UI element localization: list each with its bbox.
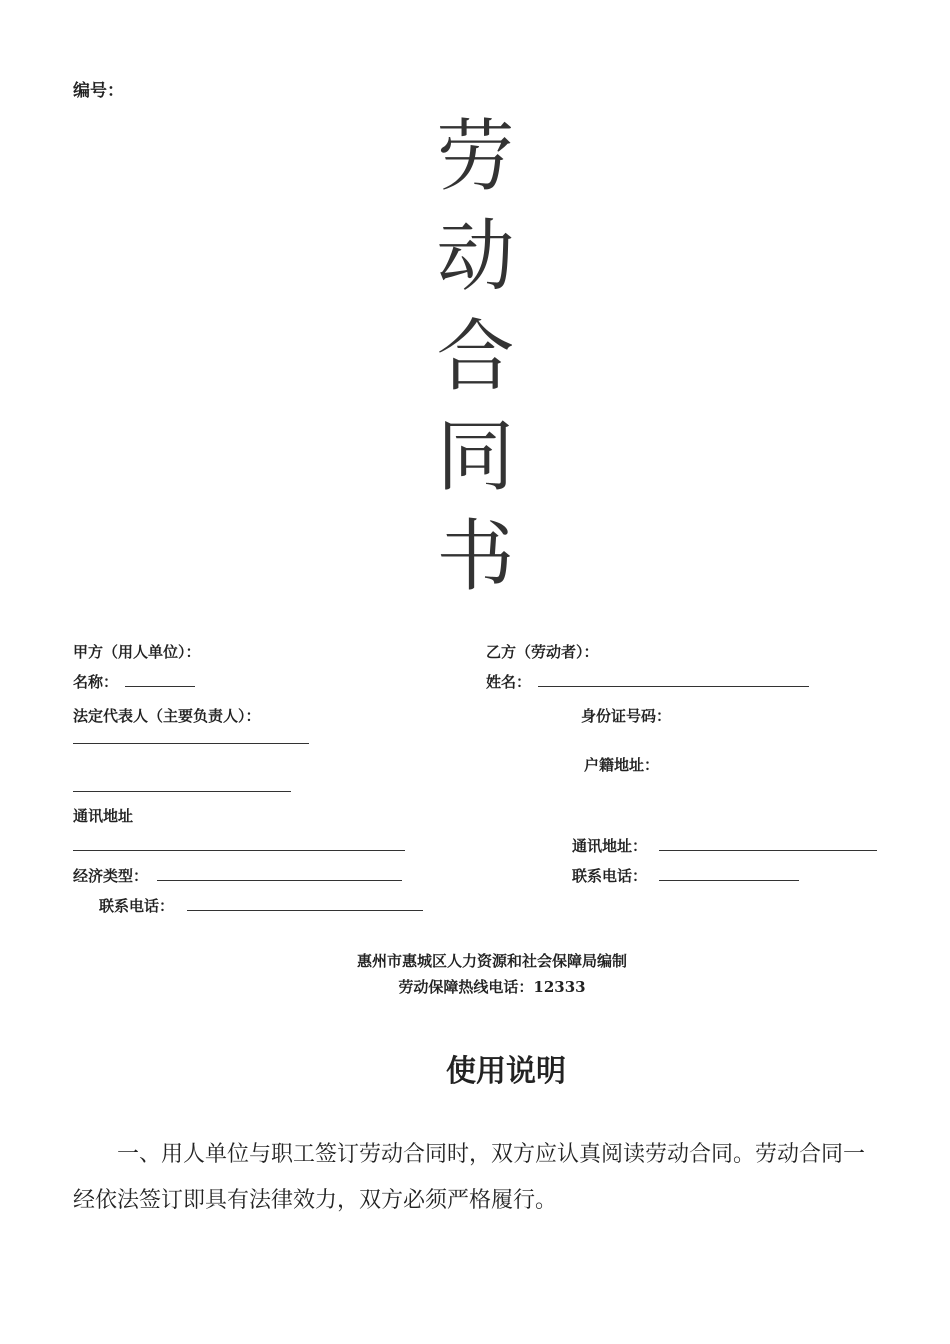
party-a-name-field[interactable]: [125, 686, 195, 687]
party-b-name-label: 姓名：: [486, 673, 532, 691]
party-a-phone-field[interactable]: [187, 910, 423, 911]
contract-number-label: 编号：: [73, 81, 124, 101]
compiled-by-text: 惠州市惠城区人力资源和社会保障局编制: [356, 952, 627, 970]
party-b-heading: 乙方（劳动者）：: [486, 643, 599, 661]
usage-paragraph-1: 一、用人单位与职工签订劳动合同时，双方应认真阅读劳动合同。劳动合同一经依法签订即具有法律效力，双方必须严格履行。: [73, 1142, 866, 1213]
party-a-phone-label: 联系电话：: [99, 897, 175, 915]
hotline-text: 劳动保障热线电话：12333: [398, 978, 586, 996]
party-b-phone-field[interactable]: [659, 880, 799, 881]
party-a-heading: 甲方（用人单位）：: [73, 643, 201, 661]
party-a-address-label: 通讯地址: [73, 807, 134, 825]
party-a-legal-rep-label: 法定代表人（主要负责人）：: [73, 707, 261, 725]
party-b-address-field[interactable]: [659, 850, 877, 851]
title-char-1: 劳: [436, 112, 515, 202]
title-char-3: 合: [436, 312, 515, 402]
party-a-econ-type-label: 经济类型：: [73, 867, 149, 885]
party-a-address-field[interactable]: [73, 850, 405, 851]
title-char-5: 书: [436, 512, 515, 602]
party-a-econ-type-field[interactable]: [157, 880, 402, 881]
title-char-2: 动: [436, 212, 515, 302]
party-b-name-field[interactable]: [538, 686, 809, 687]
party-a-name-label: 名称：: [73, 673, 119, 691]
title-char-4: 同: [436, 412, 515, 502]
party-b-id-label: 身份证号码：: [581, 707, 672, 725]
party-b-phone-label: 联系电话：: [572, 867, 648, 885]
party-a-legal-rep-field[interactable]: [73, 743, 309, 744]
party-b-address-label: 通讯地址：: [572, 837, 648, 855]
party-b-household-label: 户籍地址：: [584, 756, 660, 774]
usage-title: 使用说明: [446, 1054, 566, 1089]
party-a-extra-field[interactable]: [73, 791, 291, 792]
